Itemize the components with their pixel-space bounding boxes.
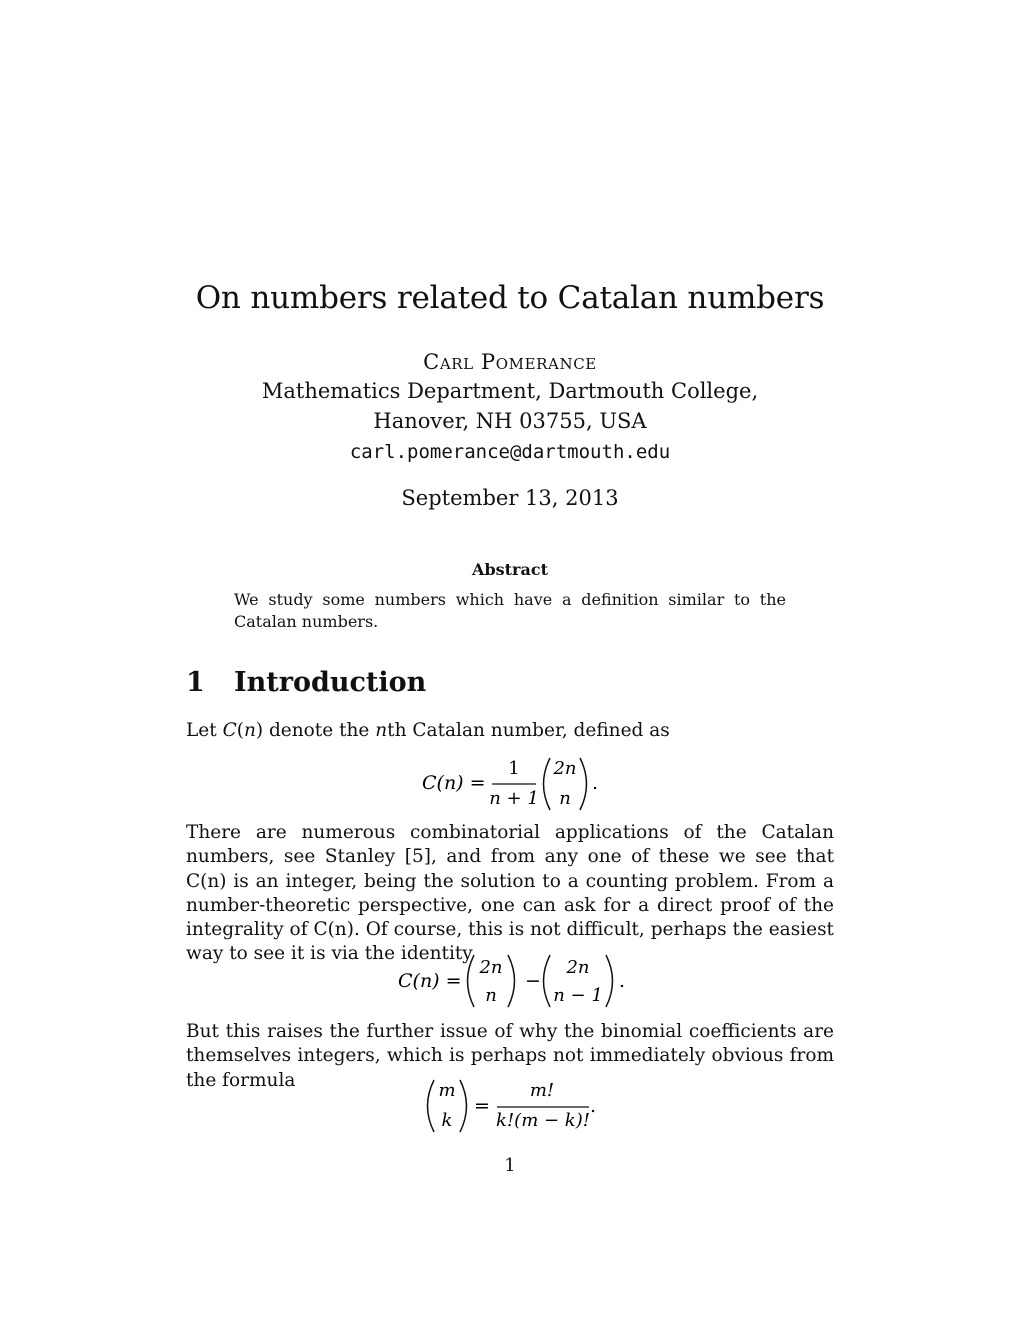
eq3-right-paren <box>460 1080 467 1132</box>
eq2-b1-right-paren <box>508 955 515 1007</box>
section-heading <box>186 667 426 698</box>
paragraph-1: Let C(n) denote the nth Catalan number, defined as <box>186 720 670 741</box>
paper-date: September 13, 2013 <box>401 486 619 510</box>
eq1-binom-top: 2n <box>553 758 577 779</box>
eq1-binom-bottom: n <box>559 788 571 809</box>
eq3-left-paren <box>428 1080 435 1132</box>
eq2-b2-right-paren <box>606 955 613 1007</box>
eq1-numerator: 1 <box>508 758 520 779</box>
eq2-b2-bottom: n − 1 <box>553 985 603 1006</box>
affiliation-line-1: Mathematics Department, Dartmouth College, <box>261 379 759 403</box>
eq2-period: . <box>619 970 626 992</box>
eq1-right-paren <box>580 758 587 810</box>
eq2-b2-top: 2n <box>566 957 590 978</box>
paper-title: On numbers related to Catalan numbers <box>195 280 825 316</box>
eq1-period: . <box>592 772 599 794</box>
abstract-heading: Abstract <box>472 560 548 579</box>
author-name: Carl Pomerance <box>423 350 597 374</box>
eq1-left-paren <box>544 758 551 810</box>
page-number: 1 <box>504 1155 516 1176</box>
eq3-numerator: m! <box>529 1080 555 1101</box>
eq3-binom-top: m <box>438 1080 456 1101</box>
eq3-binom-bottom: k <box>441 1110 453 1131</box>
eq2-b1-top: 2n <box>479 957 503 978</box>
affiliation-line-2: Hanover, NH 03755, USA <box>373 409 647 433</box>
equation-catalan-definition <box>410 755 620 815</box>
abstract-text: We study some numbers which have a definition similar to the Catalan numbers. <box>234 590 786 631</box>
eq2-b1-left-paren <box>468 955 475 1007</box>
eq2-lhs: C(n) = <box>398 970 462 992</box>
paragraph-2: There are numerous combinatorial applications of the Catalan numbers, see Stanley [5], and from any one of these we see that C(n) is an integer, being the solution to a counting problem. From a number-theoretic perspective, one can ask for a direct proof of the integrality of C(n). Of course, this is not difficult, perhaps the easiest way to see it is via the identity <box>186 822 834 965</box>
paragraph-3: But this raises the further issue of why the binomial coefficients are themselves integers, which is perhaps not immediately obvious from the formula <box>186 1021 834 1091</box>
eq3-equals: = <box>474 1095 490 1117</box>
author-email[interactable]: carl.pomerance@dartmouth.edu <box>349 441 671 463</box>
section-number: 1 <box>186 667 205 698</box>
eq2-b2-left-paren <box>544 955 551 1007</box>
eq1-denominator: n + 1 <box>489 788 539 809</box>
equation-binomial-formula <box>420 1076 610 1136</box>
eq1-lhs: C(n) = <box>422 772 486 794</box>
eq3-denominator: k!(m − k)! <box>496 1110 590 1131</box>
eq2-b1-bottom: n <box>485 985 497 1006</box>
eq3-period: . <box>590 1095 597 1117</box>
eq2-minus: − <box>525 970 541 992</box>
section-title: Introduction <box>234 667 427 698</box>
equation-catalan-identity <box>390 950 640 1010</box>
